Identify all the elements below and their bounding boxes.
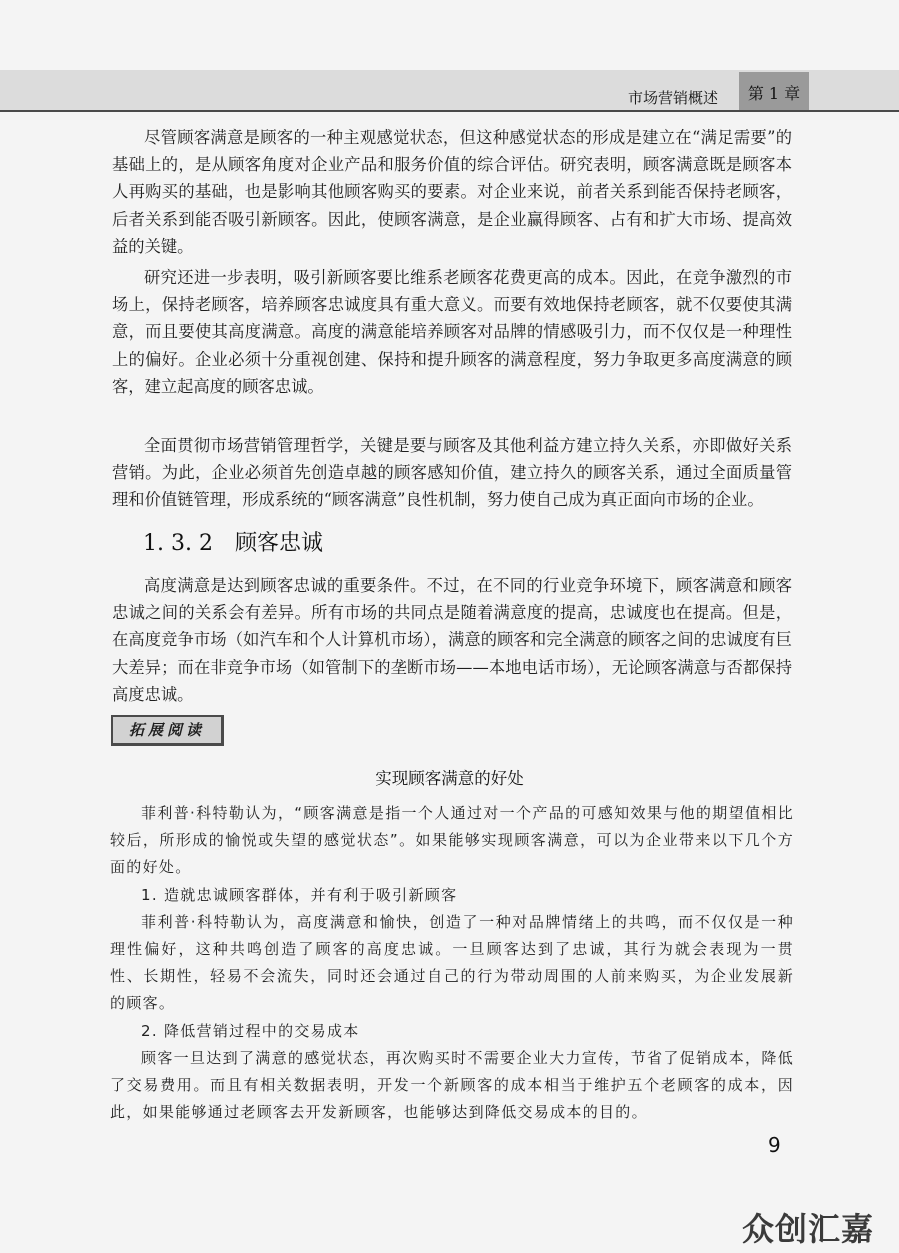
point-text-1: 菲利普·科特勒认为，高度满意和愉快，创造了一种对品牌情绪上的共鸣，而不仅仅是一种理性偏好，这种共鸣创造了顾客的高度忠诚。一旦顾客达到了忠诚，其行为就会表现为一贯性、长期性，轻易不会流失，同时还会通过自己的行为带动周围的人前来购买，为企业发展新的顾客。 <box>110 913 794 1012</box>
section-heading <box>143 526 323 557</box>
header-rule <box>0 110 899 112</box>
extended-reading-label: 拓展阅读 <box>111 715 224 746</box>
extended-reading-intro: 菲利普·科特勒认为，“顾客满意是指一个人通过对一个产品的可感知效果与他的期望值相比较后，所形成的愉悦或失望的感觉状态”。如果能够实现顾客满意，可以为企业带来以下几个方面的好处。 <box>110 804 794 876</box>
watermark: 众创汇嘉 <box>742 1210 875 1248</box>
running-header-title: 市场营销概述 <box>628 89 719 107</box>
point-text-2: 顾客一旦达到了满意的感觉状态，再次购买时不需要企业大力宣传，节省了促销成本，降低了交易费用。而且有相关数据表明，开发一个新顾客的成本相当于维护五个老顾客的成本，因此，如果能够通过老顾客去开发新顾客，也能够达到降低交易成本的目的。 <box>110 1049 794 1121</box>
page-number: 9 <box>768 1133 781 1157</box>
body-paragraph: 全面贯彻市场营销管理哲学，关键是要与顾客及其他利益方建立持久关系，亦即做好关系营销。为此，企业必须首先创造卓越的顾客感知价值，建立持久的顾客关系，通过全面质量管理和价值链管理，形成系统的“顾客满意”良性机制，努力使自己成为真正面向市场的企业。 <box>112 436 792 510</box>
point-heading-2: 2. 降低营销过程中的交易成本 <box>141 1022 360 1040</box>
section-title: 顾客忠诚 <box>234 531 323 556</box>
body-paragraph: 研究还进一步表明，吸引新顾客要比维系老顾客花费更高的成本。因此，在竞争激烈的市场上，保持老顾客，培养顾客忠诚度具有重大意义。而要有效地保持老顾客，就不仅要使其满意，而且要使其高度满意。高度的满意能培养顾客对品牌的情感吸引力，而不仅仅是一种理性上的偏好。企业必须十分重视创建、保持和提升顾客的满意程度，努力争取更多高度满意的顾客，建立起高度的顾客忠诚。 <box>112 268 792 396</box>
body-paragraph: 高度满意是达到顾客忠诚的重要条件。不过，在不同的行业竞争环境下，顾客满意和顾客忠诚之间的关系会有差异。所有市场的共同点是随着满意度的提高，忠诚度也在提高。但是，在高度竞争市场（如汽车和个人计算机市场），满意的顾客和完全满意的顾客之间的忠诚度有巨大差异；而在非竞争市场（如管制下的垄断市场——本地电话市场），无论顾客满意与否都保持高度忠诚。 <box>112 576 792 704</box>
section-number: 1. 3. 2 <box>143 531 213 556</box>
extended-reading-title: 实现顾客满意的好处 <box>375 769 524 788</box>
chapter-tab: 第 1 章 <box>739 72 809 110</box>
point-heading-1: 1. 造就忠诚顾客群体，并有利于吸引新顾客 <box>141 886 458 904</box>
body-paragraph: 尽管顾客满意是顾客的一种主观感觉状态，但这种感觉状态的形成是建立在“满足需要”的基础上的，是从顾客角度对企业产品和服务价值的综合评估。研究表明，顾客满意既是顾客本人再购买的基础，也是影响其他顾客购买的要素。对企业来说，前者关系到能否保持老顾客，后者关系到能否吸引新顾客。因此，使顾客满意，是企业赢得顾客、占有和扩大市场、提高效益的关键。 <box>112 128 792 256</box>
